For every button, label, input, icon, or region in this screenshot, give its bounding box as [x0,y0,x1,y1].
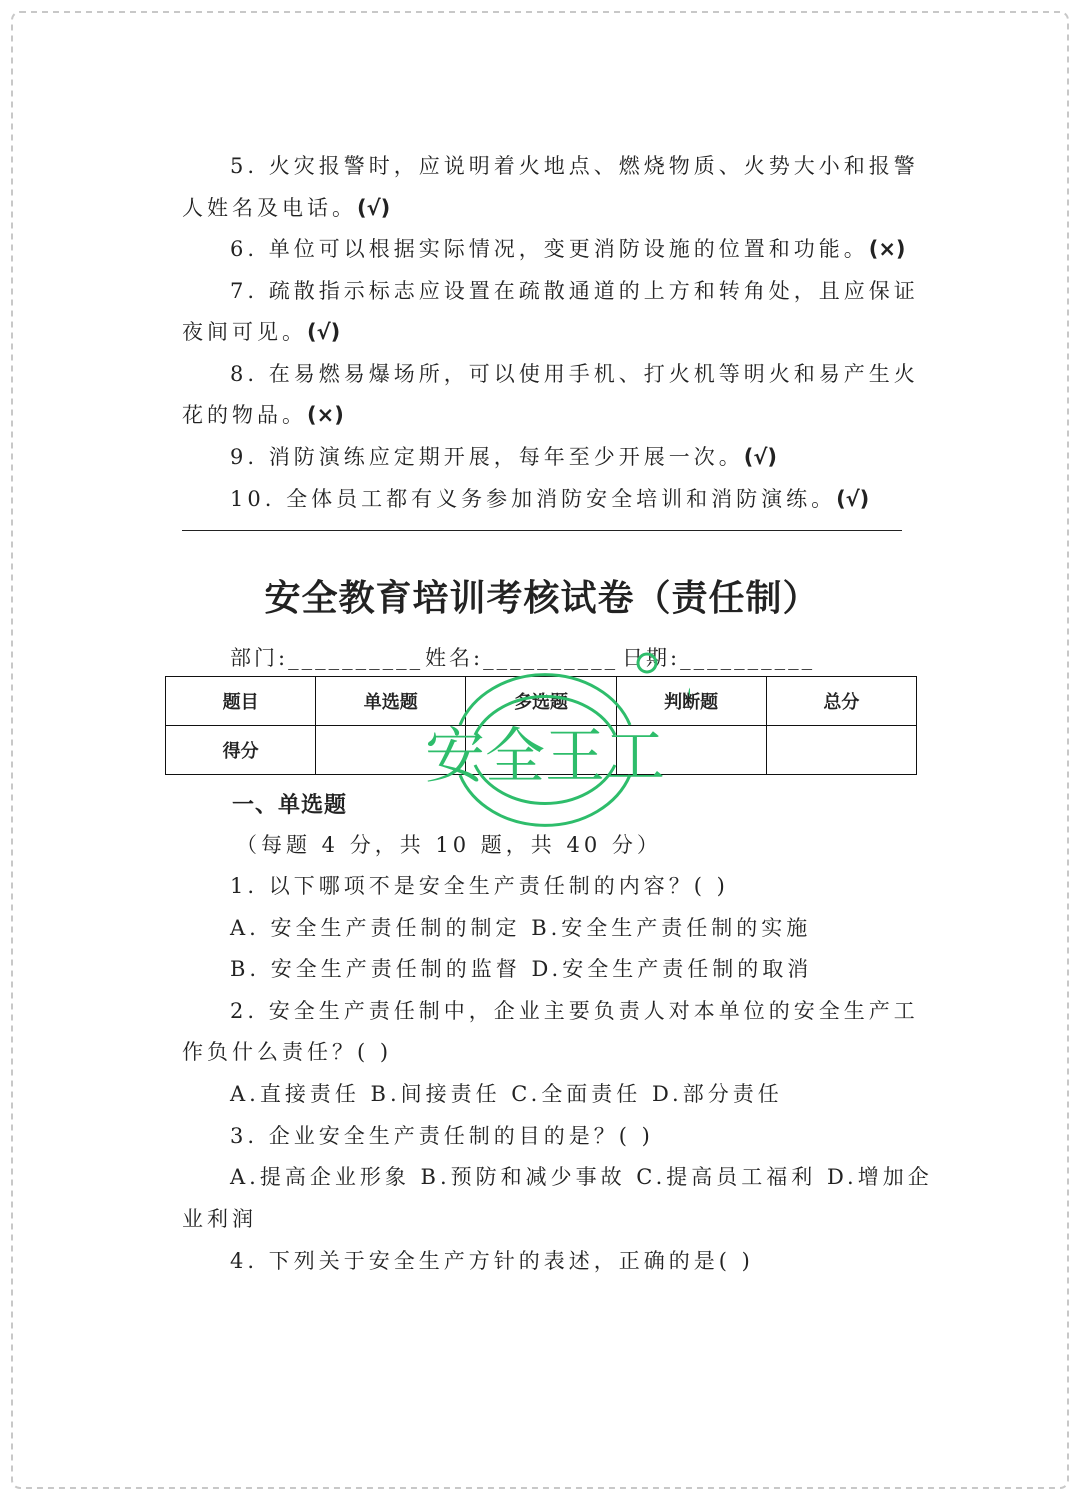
score-cell [616,726,766,775]
question-1-options-2: B. 安全生产责任制的监督 D.安全生产责任制的取消 [230,957,813,981]
score-cell [466,726,616,775]
exam-title: 安全教育培训考核试卷（责任制） [264,578,820,619]
tf-item-7-line-1: 7. 疏散指示标志应设置在疏散通道的上方和转角处，且应保证 [230,279,919,303]
question-2-options: A.直接责任 B.间接责任 C.全面责任 D.部分责任 [230,1082,783,1106]
table-header-row [166,677,917,726]
header-cell: 单选题 [316,677,466,726]
tf-item-8-line-2: 花的物品。(×) [182,403,344,427]
header-cell: 多选题 [466,677,616,726]
tf-item-8-line-1: 8. 在易燃易爆场所，可以使用手机、打火机等明火和易产生火 [230,362,919,386]
table-row [166,726,917,775]
header-cell: 题目 [166,677,316,726]
question-2-line-2: 作负什么责任？( ) [182,1040,393,1064]
answer-mark: (√) [743,445,777,469]
answer-mark: (√) [307,320,341,344]
tf-item-10: 10. 全体员工都有义务参加消防安全培训和消防演练。(√) [230,487,870,511]
tf-item-9: 9. 消防演练应定期开展，每年至少开展一次。(√) [230,445,777,469]
divider [182,530,902,531]
name-field: 姓名:__________ [425,646,619,670]
section-title: 一、单选题 [232,793,348,818]
tf-item-6: 6. 单位可以根据实际情况，变更消防设施的位置和功能。(×) [230,237,906,261]
score-cell [316,726,466,775]
answer-mark: (√) [357,196,391,220]
question-3: 3. 企业安全生产责任制的目的是？( ) [230,1124,654,1148]
question-2-line-1: 2. 安全生产责任制中，企业主要负责人对本单位的安全生产工 [230,999,919,1023]
tf-item-5-line-2: 人姓名及电话。(√) [182,196,391,220]
answer-mark: (√) [836,487,870,511]
tf-item-7-line-2: 夜间可见。(√) [182,320,341,344]
department-field: 部门:__________ [230,646,424,670]
header-cell: 总分 [766,677,916,726]
tf-item-5-line-1: 5. 火灾报警时，应说明着火地点、燃烧物质、火势大小和报警 [230,154,919,178]
question-1: 1. 以下哪项不是安全生产责任制的内容？( ) [230,874,729,898]
date-field: 日期:__________ [622,646,816,670]
score-table [165,676,917,775]
header-cell: 判断题 [616,677,766,726]
watermark-text: 安全王工 [425,722,665,792]
question-1-options-1: A. 安全生产责任制的制定 B.安全生产责任制的实施 [230,916,812,940]
question-4: 4. 下列关于安全生产方针的表述，正确的是( ) [230,1249,754,1273]
score-cell [766,726,916,775]
section-note: （每题 4 分，共 10 题，共 40 分） [236,833,662,857]
question-3-options-2: 业利润 [182,1207,257,1231]
answer-mark: (×) [307,403,344,427]
question-3-options-1: A.提高企业形象 B.预防和减少事故 C.提高员工福利 D.增加企 [230,1165,933,1189]
answer-mark: (×) [868,237,906,261]
row-label-cell: 得分 [166,726,316,775]
